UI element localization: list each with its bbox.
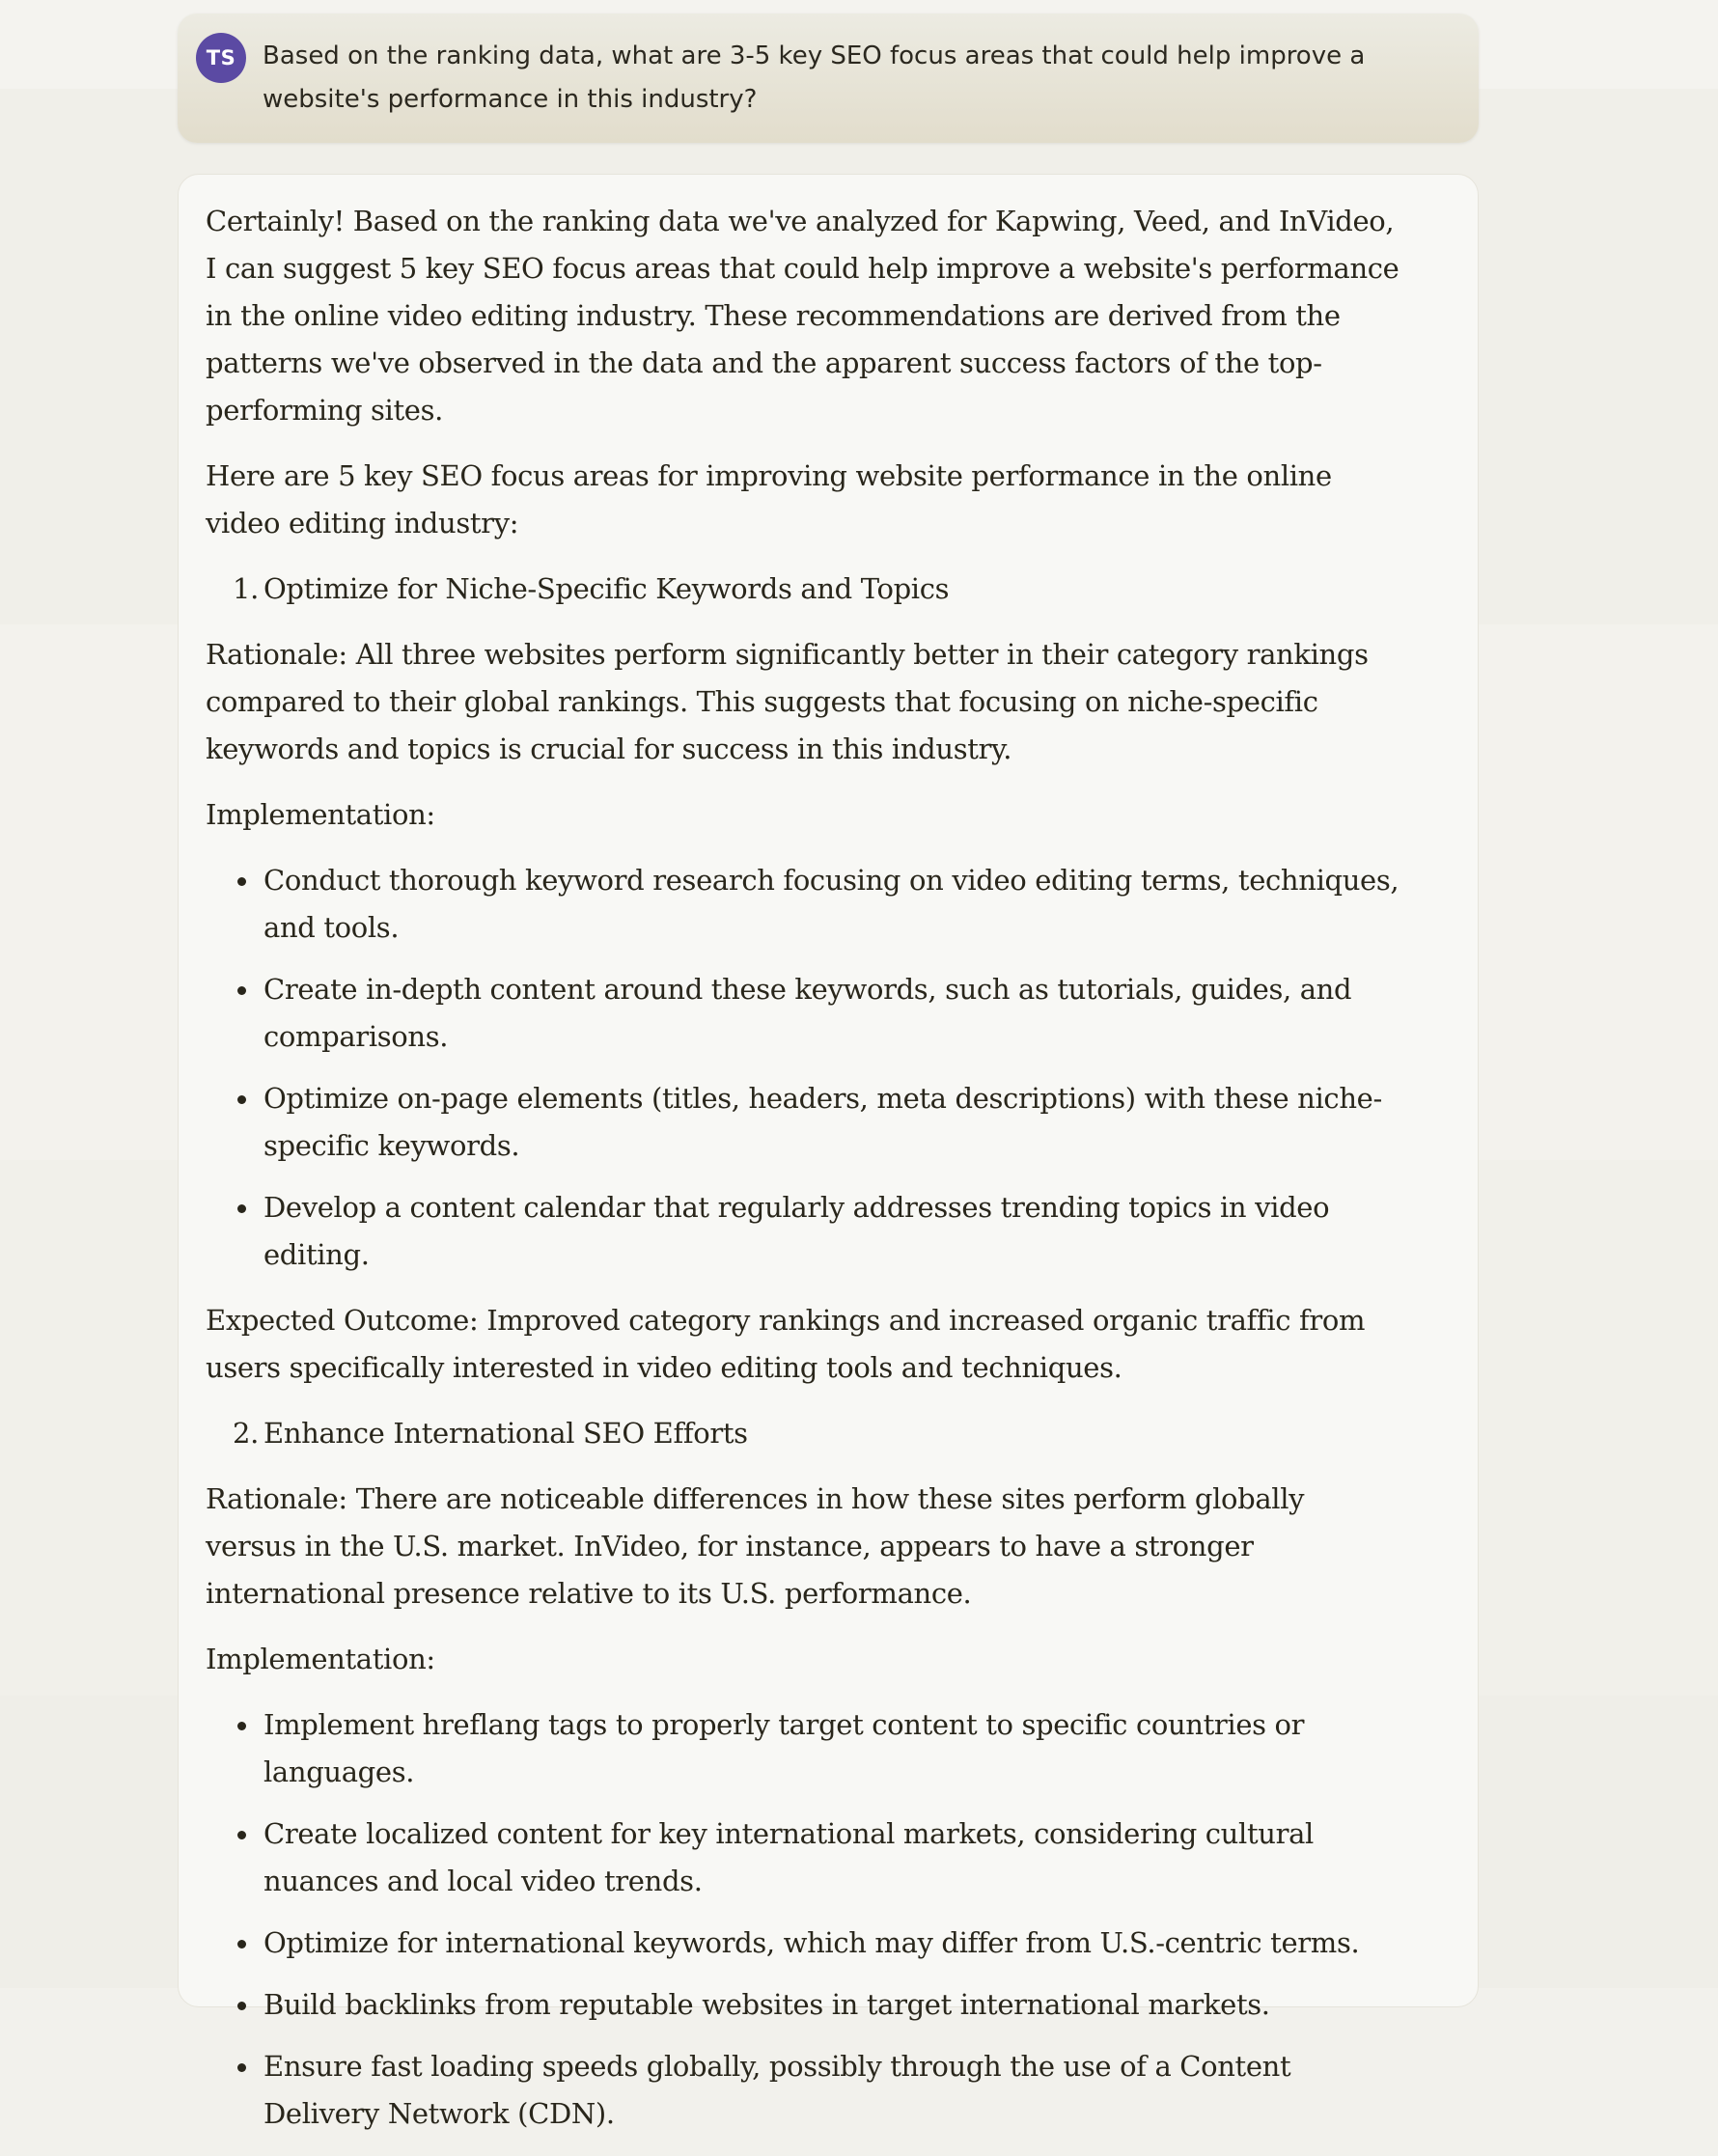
lead-paragraph: Here are 5 key SEO focus areas for improving website performance in the online video editing industry: xyxy=(206,459,1332,539)
list-item: Optimize on-page elements (titles, headers, meta descriptions) with these niche-specific keywords. xyxy=(263,1075,1402,1170)
list-item: Ensure fast loading speeds globally, possibly through the use of a Content Delivery Network (CDN). xyxy=(263,2043,1402,2138)
section-2-title-text: Enhance International SEO Efforts xyxy=(263,1417,748,1450)
section-1-outcome: Expected Outcome: Improved category rankings and increased organic traffic from users specifically interested in video editing tools and techniques. xyxy=(206,1304,1366,1384)
section-1-title-text: Optimize for Niche-Specific Keywords and Topics xyxy=(263,572,950,605)
section-2-number: 2. xyxy=(233,1417,259,1450)
section-1-bullet-list xyxy=(206,857,1402,1279)
user-message-text: Based on the ranking data, what are 3-5 key SEO focus areas that could help improve a website's performance in this industry? xyxy=(263,41,1366,114)
list-item: Create localized content for key international markets, considering cultural nuances and local video trends. xyxy=(263,1810,1402,1905)
list-item: Build backlinks from reputable websites in target international markets. xyxy=(263,1981,1402,2029)
intro-paragraph: Certainly! Based on the ranking data we've analyzed for Kapwing, Veed, and InVideo, I can suggest 5 key SEO focus areas that could help improve a website's performance in the online video editing industry. These recommendations are derived from the patterns we've observed in the data and the apparent success factors of the top-performing sites. xyxy=(206,205,1399,427)
assistant-message xyxy=(178,174,1479,2130)
list-item: Develop a content calendar that regularly addresses trending topics in video editing. xyxy=(263,1184,1402,1279)
list-item: Conduct thorough keyword research focusing on video editing terms, techniques, and tools. xyxy=(263,857,1402,952)
user-avatar[interactable]: TS xyxy=(196,33,246,83)
section-2-implementation-label: Implementation: xyxy=(206,1643,435,1675)
section-2-rationale: Rationale: There are noticeable differences in how these sites perform globally versus in the U.S. market. InVideo, for instance, appears to have a stronger international presence relative to its U.S. performance. xyxy=(206,1482,1305,1610)
section-2-bullet-list xyxy=(206,1701,1402,2138)
section-2-heading-list xyxy=(206,1410,1402,1457)
section-1-implementation-label: Implementation: xyxy=(206,798,435,831)
section-1-title xyxy=(233,566,1402,613)
list-item: Optimize for international keywords, which may differ from U.S.-centric terms. xyxy=(263,1920,1402,1967)
section-1-heading-list xyxy=(206,566,1402,613)
section-2-title xyxy=(233,1410,1402,1457)
assistant-message-content xyxy=(206,198,1402,2156)
user-message xyxy=(178,14,1479,143)
list-item: Create in-depth content around these keywords, such as tutorials, guides, and comparisons. xyxy=(263,966,1402,1061)
section-1-number: 1. xyxy=(233,572,259,605)
section-1-rationale: Rationale: All three websites perform significantly better in their category rankings compared to their global rankings. This suggests that focusing on niche-specific keywords and topics is crucial for success in this industry. xyxy=(206,638,1369,765)
list-item: Implement hreflang tags to properly target content to specific countries or languages. xyxy=(263,1701,1402,1796)
